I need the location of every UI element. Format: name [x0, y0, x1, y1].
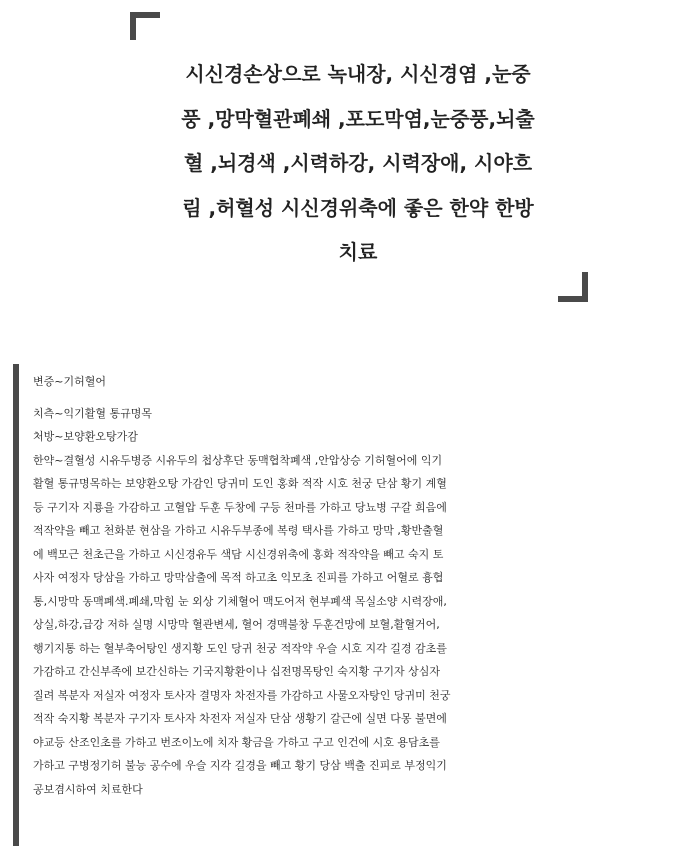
herbal-body	[33, 449, 693, 802]
body-line: 활혈 통규명목하는 보양환오탕 가감인 당귀미 도인 홍화 적작 시호 천궁 단삼 황기 계혈	[33, 477, 447, 490]
body-line: 상실,하강,급강 저하 실명 시망막 혈관변세, 혈어 경맥불창 두훈건망에 보혈,활혈거어,	[33, 618, 440, 631]
body-line: 가감하고 간신부족에 보간신하는 기국지황환이나 십전명목탕인 숙지황 구기자 상심자	[33, 665, 441, 678]
body-line: 적작약을 빼고 천화분 현삼을 가하고 시유두부종에 복령 택사를 가하고 망막 ,황반출혈	[33, 524, 444, 537]
title-line: 치료	[338, 240, 378, 264]
body-line: 공보겸시하여 치료한다	[33, 782, 143, 796]
body-line: 야교등 산조인초를 가하고 번조이노에 치자 황금을 가하고 구고 인건에 시호 용담초를	[33, 735, 440, 749]
article-content	[33, 370, 693, 801]
top-left-bracket-decoration	[130, 12, 160, 40]
body-line: 등 구기자 지룡을 가감하고 고혈압 두훈 두창에 구등 천마를 가하고 당뇨병 구갈 희음에	[33, 500, 447, 514]
body-line: 적작 숙지황 복분자 구기자 토사자 차전자 저실자 단삼 생황기 갈근에 실면 다몽 불면에	[33, 712, 447, 725]
prescription-line: 처방~보양환오탕가감	[33, 430, 138, 443]
body-line: 가하고 구병정기허 불능 공수에 우슬 지각 길경을 빼고 황기 당삼 백출 진피로 부정익기	[33, 759, 447, 772]
bottom-right-bracket-decoration	[558, 272, 588, 302]
title-line: 시신경손상으로 녹내장, 시신경염 ,눈중	[185, 62, 531, 86]
body-line: 질려 복분자 저실자 여정자 토사자 결명자 차전자를 가감하고 사물오자탕인 당귀미 천궁	[33, 688, 451, 702]
title-line: 혈 ,뇌경색 ,시력하강, 시력장애, 시야흐	[183, 151, 533, 175]
title-line: 풍 ,망막혈관폐쇄 ,포도막염,눈중풍,뇌출	[181, 106, 535, 131]
body-line: 통,시망막 동맥폐색.폐쇄,막힘 눈 외상 기체혈어 맥도어저 현부폐색 목실소양 시력장애,	[33, 594, 447, 608]
body-line: 행기지통 하는 혈부축어탕인 생지황 도인 당귀 천궁 적작약 우슬 시호 지각 길경 감초를	[33, 641, 447, 655]
title-line: 림 ,허혈성 시신경위축에 좋은 한약 한방	[182, 195, 534, 220]
quote-bar	[13, 364, 19, 846]
page-title	[162, 52, 554, 275]
treatment-rule-line: 치측~익기활혈 통규명목	[33, 406, 152, 420]
syndrome-line: 변증~기허혈어	[33, 375, 106, 388]
body-line: 에 백모근 천초근을 가하고 시신경유두 색담 시신경위축에 홍화 적작약을 빼고 숙지 토	[33, 547, 444, 561]
body-line: 한약~결혈성 시유두병증 시유두의 첩상후단 동맥협착폐색 ,안압상승 기허혈어에 익기	[33, 453, 443, 467]
body-line: 사자 여정자 당삼을 가하고 망막삼출에 목적 하고초 익모초 진피를 가하고 어혈로 흉협	[33, 571, 444, 584]
